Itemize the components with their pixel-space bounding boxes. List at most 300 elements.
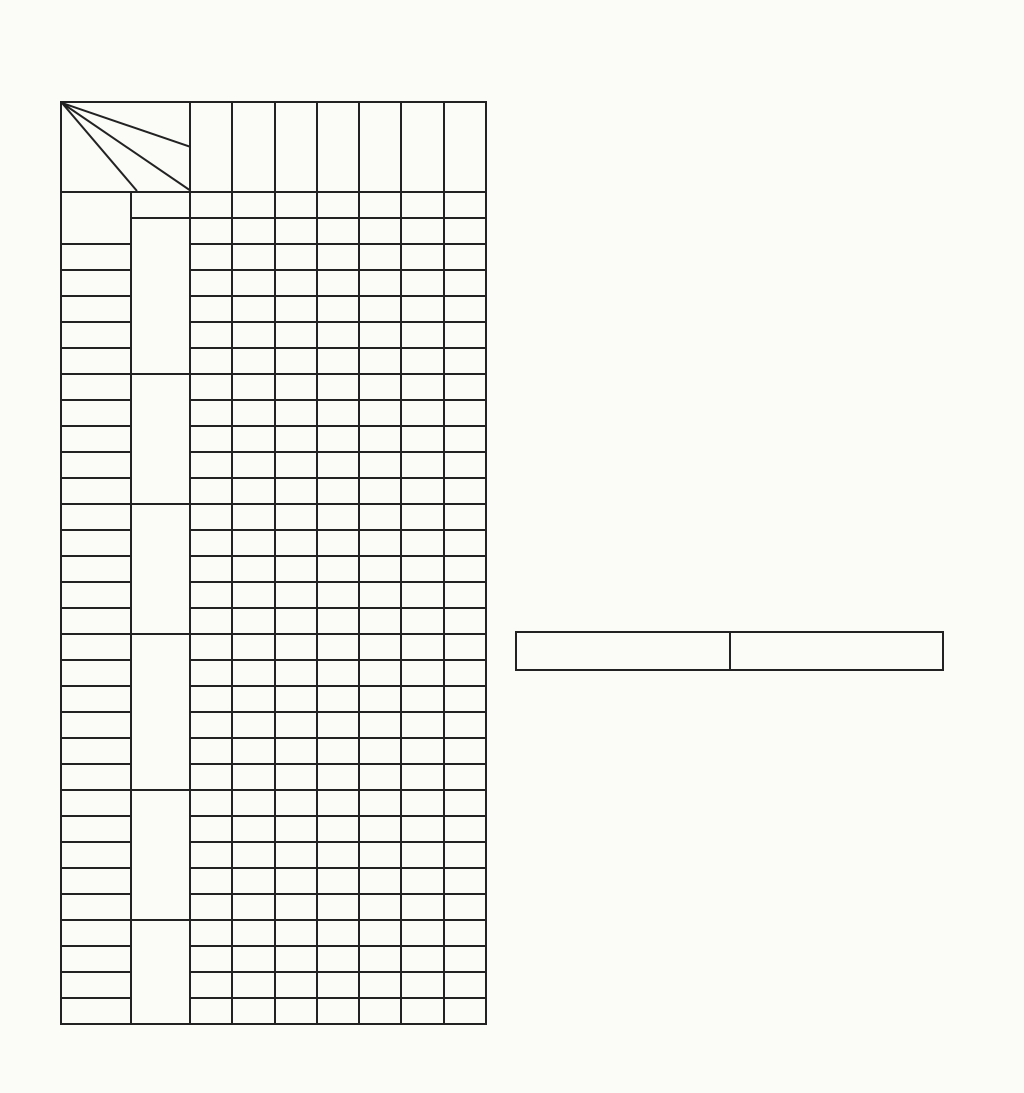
day-cell [232, 192, 274, 218]
week-number [61, 712, 131, 738]
day-cell [275, 738, 317, 764]
day-cell [317, 400, 359, 426]
week-number [61, 816, 131, 842]
week-number [61, 270, 131, 296]
day-cell [232, 842, 274, 868]
week-number [61, 374, 131, 400]
calendar-row [61, 192, 486, 218]
day-cell [317, 920, 359, 946]
calendar-row [61, 972, 486, 998]
day-cell [190, 504, 232, 530]
day-cell [232, 478, 274, 504]
day-cell [275, 972, 317, 998]
calendar-header-row [61, 102, 486, 192]
day-cell [444, 634, 486, 660]
day-cell [317, 816, 359, 842]
day-cell [444, 582, 486, 608]
day-cell [275, 608, 317, 634]
day-cell [317, 478, 359, 504]
day-cell [190, 296, 232, 322]
week-number [61, 972, 131, 998]
day-cell [401, 478, 443, 504]
day-cell [317, 894, 359, 920]
day-cell [190, 348, 232, 374]
day-cell [232, 660, 274, 686]
day-cell [401, 608, 443, 634]
day-cell [275, 270, 317, 296]
day-cell [317, 452, 359, 478]
day-cell [401, 816, 443, 842]
day-cell [190, 374, 232, 400]
day-cell [317, 972, 359, 998]
day-cell [359, 400, 401, 426]
month-label [131, 634, 190, 790]
day-cell [190, 790, 232, 816]
day-cell [444, 218, 486, 244]
day-cell [275, 868, 317, 894]
day-cell [401, 946, 443, 972]
day-cell [444, 270, 486, 296]
weekday-header [444, 102, 486, 192]
day-cell [401, 894, 443, 920]
day-cell [190, 998, 232, 1024]
day-cell [275, 504, 317, 530]
day-cell [401, 374, 443, 400]
schedule-table [515, 631, 944, 671]
day-cell [359, 894, 401, 920]
day-cell [232, 556, 274, 582]
weekday-header [232, 102, 274, 192]
day-cell [232, 894, 274, 920]
calendar-row [61, 946, 486, 972]
day-cell [359, 452, 401, 478]
day-cell [359, 816, 401, 842]
day-cell [232, 712, 274, 738]
day-cell [444, 504, 486, 530]
week-number [61, 790, 131, 816]
day-cell [317, 244, 359, 270]
day-cell [317, 322, 359, 348]
day-cell [190, 894, 232, 920]
day-cell [444, 452, 486, 478]
week-number [61, 322, 131, 348]
day-cell [401, 218, 443, 244]
day-cell [275, 530, 317, 556]
calendar-body [61, 192, 486, 1024]
calendar-row [61, 400, 486, 426]
day-cell [190, 712, 232, 738]
day-cell [190, 192, 232, 218]
day-cell [232, 400, 274, 426]
month-label [131, 192, 190, 218]
weekday-header [401, 102, 443, 192]
day-cell [275, 348, 317, 374]
week-number [61, 296, 131, 322]
day-cell [190, 452, 232, 478]
day-cell [190, 270, 232, 296]
schedule-header-summer [516, 632, 730, 670]
day-cell [444, 868, 486, 894]
day-cell [401, 348, 443, 374]
day-cell [317, 790, 359, 816]
day-cell [444, 712, 486, 738]
day-cell [190, 842, 232, 868]
calendar-row [61, 920, 486, 946]
day-cell [190, 218, 232, 244]
day-cell [190, 634, 232, 660]
day-cell [275, 400, 317, 426]
day-cell [401, 400, 443, 426]
weekday-header [359, 102, 401, 192]
day-cell [317, 426, 359, 452]
day-cell [359, 244, 401, 270]
day-cell [401, 634, 443, 660]
day-cell [444, 894, 486, 920]
day-cell [317, 660, 359, 686]
week-number [61, 998, 131, 1024]
day-cell [444, 322, 486, 348]
weekday-header [190, 102, 232, 192]
day-cell [359, 322, 401, 348]
day-cell [275, 660, 317, 686]
day-cell [444, 244, 486, 270]
day-cell [401, 270, 443, 296]
week-number [61, 478, 131, 504]
week-number [61, 504, 131, 530]
day-cell [232, 998, 274, 1024]
day-cell [317, 270, 359, 296]
week-number [61, 192, 131, 244]
day-cell [401, 556, 443, 582]
day-cell [401, 920, 443, 946]
day-cell [444, 400, 486, 426]
day-cell [359, 374, 401, 400]
day-cell [317, 582, 359, 608]
day-cell [317, 764, 359, 790]
day-cell [232, 296, 274, 322]
day-cell [401, 764, 443, 790]
calendar-row [61, 426, 486, 452]
week-number [61, 426, 131, 452]
day-cell [401, 660, 443, 686]
day-cell [317, 868, 359, 894]
day-cell [232, 634, 274, 660]
day-cell [190, 478, 232, 504]
day-cell [275, 218, 317, 244]
day-cell [190, 582, 232, 608]
day-cell [275, 452, 317, 478]
day-cell [232, 530, 274, 556]
calendar-row [61, 452, 486, 478]
day-cell [359, 192, 401, 218]
day-cell [317, 556, 359, 582]
day-cell [444, 972, 486, 998]
weekday-header [317, 102, 359, 192]
day-cell [444, 764, 486, 790]
day-cell [444, 946, 486, 972]
week-number [61, 582, 131, 608]
day-cell [275, 764, 317, 790]
day-cell [190, 608, 232, 634]
day-cell [317, 504, 359, 530]
day-cell [232, 816, 274, 842]
day-cell [275, 816, 317, 842]
day-cell [359, 998, 401, 1024]
day-cell [401, 972, 443, 998]
day-cell [317, 296, 359, 322]
week-number [61, 894, 131, 920]
day-cell [401, 712, 443, 738]
day-cell [232, 244, 274, 270]
schedule-header-row [516, 632, 943, 670]
week-number [61, 686, 131, 712]
day-cell [359, 530, 401, 556]
day-cell [232, 972, 274, 998]
day-cell [359, 686, 401, 712]
day-cell [232, 868, 274, 894]
day-cell [232, 374, 274, 400]
day-cell [275, 296, 317, 322]
day-cell [359, 920, 401, 946]
week-number [61, 608, 131, 634]
calendar-row [61, 686, 486, 712]
day-cell [401, 738, 443, 764]
day-cell [190, 868, 232, 894]
day-cell [275, 244, 317, 270]
month-label [131, 504, 190, 634]
school-calendar-table [60, 101, 487, 1025]
day-cell [401, 686, 443, 712]
day-cell [190, 426, 232, 452]
day-cell [401, 504, 443, 530]
day-cell [359, 218, 401, 244]
calendar-row [61, 712, 486, 738]
day-cell [190, 816, 232, 842]
day-cell [317, 998, 359, 1024]
calendar-row [61, 738, 486, 764]
day-cell [275, 894, 317, 920]
day-cell [232, 322, 274, 348]
day-cell [232, 582, 274, 608]
week-number [61, 842, 131, 868]
day-cell [232, 504, 274, 530]
calendar-row [61, 998, 486, 1024]
day-cell [444, 192, 486, 218]
day-cell [190, 322, 232, 348]
calendar-row [61, 270, 486, 296]
day-cell [401, 998, 443, 1024]
calendar-row [61, 608, 486, 634]
day-cell [317, 686, 359, 712]
day-cell [444, 478, 486, 504]
day-cell [401, 530, 443, 556]
day-cell [444, 842, 486, 868]
month-label [131, 218, 190, 374]
day-cell [317, 608, 359, 634]
calendar-row [61, 660, 486, 686]
week-number [61, 868, 131, 894]
day-cell [317, 842, 359, 868]
week-number [61, 738, 131, 764]
day-cell [190, 946, 232, 972]
day-cell [275, 842, 317, 868]
calendar-row [61, 582, 486, 608]
day-cell [359, 712, 401, 738]
weekday-header [275, 102, 317, 192]
day-cell [444, 608, 486, 634]
day-cell [190, 738, 232, 764]
day-cell [359, 842, 401, 868]
month-label [131, 920, 190, 1024]
day-cell [317, 218, 359, 244]
day-cell [359, 868, 401, 894]
day-cell [444, 374, 486, 400]
calendar-row [61, 634, 486, 660]
calendar-row [61, 764, 486, 790]
day-cell [190, 556, 232, 582]
day-cell [317, 530, 359, 556]
day-cell [275, 686, 317, 712]
day-cell [401, 790, 443, 816]
day-cell [275, 712, 317, 738]
day-cell [359, 608, 401, 634]
calendar-row [61, 374, 486, 400]
day-cell [401, 868, 443, 894]
day-cell [359, 738, 401, 764]
day-cell [359, 426, 401, 452]
day-cell [401, 296, 443, 322]
day-cell [401, 426, 443, 452]
week-number [61, 920, 131, 946]
day-cell [317, 192, 359, 218]
day-cell [359, 296, 401, 322]
calendar-corner-cell [61, 102, 190, 192]
day-cell [232, 426, 274, 452]
day-cell [444, 920, 486, 946]
day-cell [317, 348, 359, 374]
day-cell [232, 946, 274, 972]
calendar-row [61, 322, 486, 348]
day-cell [232, 452, 274, 478]
day-cell [232, 920, 274, 946]
day-cell [359, 582, 401, 608]
day-cell [444, 998, 486, 1024]
day-cell [275, 634, 317, 660]
day-cell [444, 790, 486, 816]
day-cell [359, 270, 401, 296]
week-number [61, 556, 131, 582]
calendar-row [61, 296, 486, 322]
day-cell [275, 582, 317, 608]
day-cell [359, 764, 401, 790]
day-cell [401, 842, 443, 868]
month-label [131, 374, 190, 504]
day-cell [359, 504, 401, 530]
day-cell [444, 660, 486, 686]
day-cell [359, 972, 401, 998]
day-cell [444, 556, 486, 582]
week-number [61, 348, 131, 374]
week-number [61, 660, 131, 686]
day-cell [359, 660, 401, 686]
calendar-row [61, 478, 486, 504]
day-cell [232, 686, 274, 712]
day-cell [190, 920, 232, 946]
day-cell [444, 686, 486, 712]
day-cell [359, 634, 401, 660]
day-cell [359, 556, 401, 582]
day-cell [275, 946, 317, 972]
day-cell [232, 608, 274, 634]
day-cell [444, 426, 486, 452]
day-cell [190, 764, 232, 790]
week-number [61, 764, 131, 790]
day-cell [232, 790, 274, 816]
day-cell [359, 790, 401, 816]
calendar-row [61, 868, 486, 894]
schedule-header-winter [730, 632, 944, 670]
day-cell [401, 452, 443, 478]
day-cell [317, 374, 359, 400]
day-cell [444, 530, 486, 556]
calendar-row [61, 790, 486, 816]
day-cell [275, 998, 317, 1024]
week-number [61, 400, 131, 426]
day-cell [401, 192, 443, 218]
calendar-row [61, 504, 486, 530]
day-cell [190, 660, 232, 686]
day-cell [444, 816, 486, 842]
day-cell [275, 790, 317, 816]
day-cell [317, 738, 359, 764]
day-cell [190, 686, 232, 712]
day-cell [401, 582, 443, 608]
calendar-row [61, 348, 486, 374]
calendar-row [61, 842, 486, 868]
day-cell [317, 634, 359, 660]
day-cell [317, 712, 359, 738]
day-cell [444, 296, 486, 322]
day-cell [275, 374, 317, 400]
week-number [61, 946, 131, 972]
day-cell [190, 972, 232, 998]
day-cell [190, 530, 232, 556]
day-cell [232, 218, 274, 244]
week-number [61, 634, 131, 660]
day-cell [275, 920, 317, 946]
day-cell [232, 764, 274, 790]
day-cell [190, 400, 232, 426]
day-cell [444, 348, 486, 374]
corner-diagonal-lines [62, 103, 191, 191]
day-cell [275, 322, 317, 348]
day-cell [275, 478, 317, 504]
calendar-row [61, 816, 486, 842]
day-cell [275, 192, 317, 218]
day-cell [359, 348, 401, 374]
calendar-row [61, 244, 486, 270]
week-number [61, 244, 131, 270]
day-cell [275, 426, 317, 452]
day-cell [317, 946, 359, 972]
day-cell [275, 556, 317, 582]
day-cell [444, 738, 486, 764]
calendar-row [61, 530, 486, 556]
day-cell [359, 478, 401, 504]
day-cell [232, 270, 274, 296]
calendar-row [61, 894, 486, 920]
calendar-row [61, 556, 486, 582]
